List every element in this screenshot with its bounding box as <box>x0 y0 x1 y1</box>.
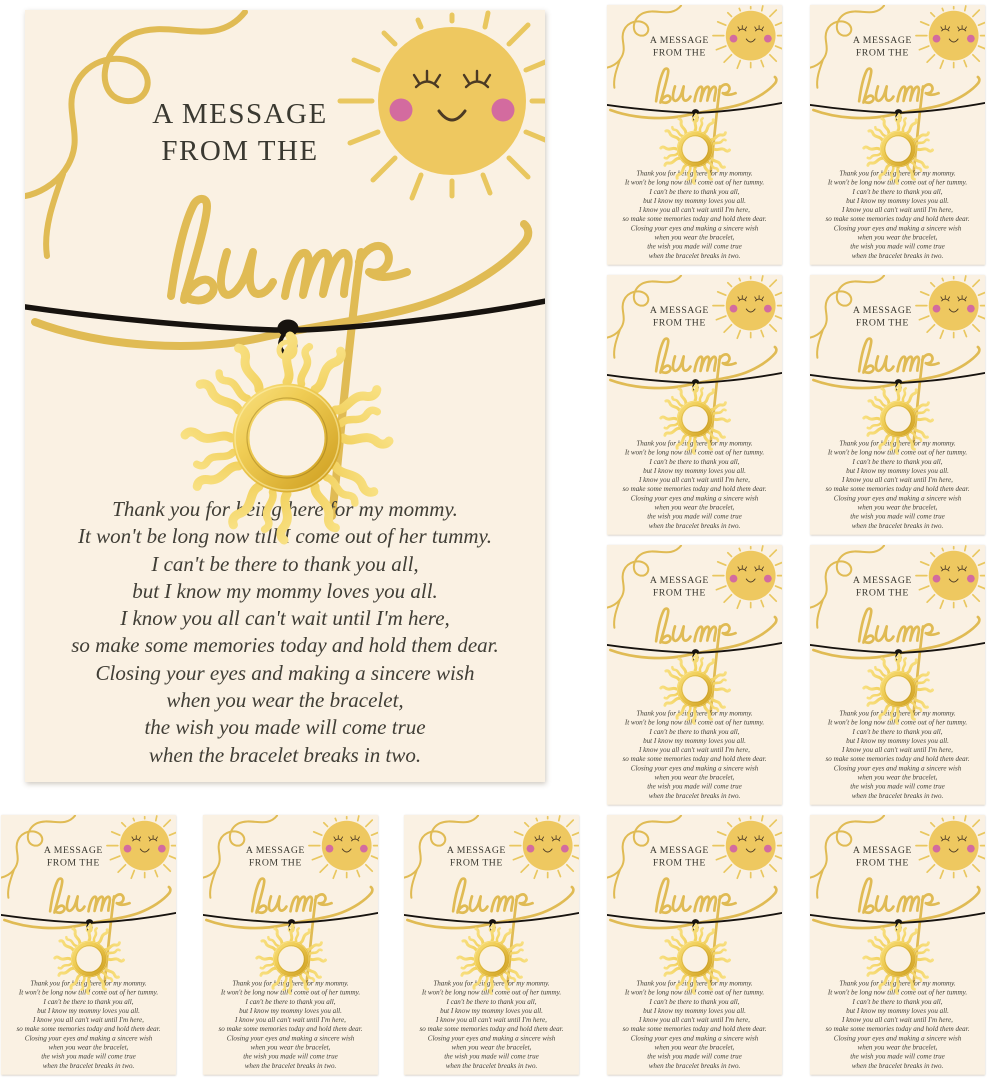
card-title-line1: A MESSAGE <box>649 304 709 316</box>
poem-line: so make some memories today and hold them dear. <box>71 633 499 658</box>
poem-line: when the bracelet breaks in two. <box>648 251 741 260</box>
poem-line: It won't be long now till I come out of her tummy. <box>827 988 968 997</box>
poem-line: Thank you for being here for my mommy. <box>112 497 458 521</box>
poem-line: Closing your eyes and making a sincere wish <box>630 223 759 233</box>
poem-line: It won't be long now till I come out of her tummy. <box>421 988 562 997</box>
card-title-line1: A MESSAGE <box>649 34 709 46</box>
message-card <box>607 815 782 1075</box>
poem-line: but I know my mommy loves you all. <box>643 196 746 205</box>
poem-line: It won't be long now till I come out of her tummy. <box>18 988 159 997</box>
poem-line: I can't be there to thank you all, <box>649 727 740 736</box>
poem-line: but I know my mommy loves you all. <box>643 736 746 745</box>
poem-line: but I know my mommy loves you all. <box>132 578 438 603</box>
thumbnail-card <box>607 275 782 535</box>
poem-line: It won't be long now till I come out of her tummy. <box>827 718 968 727</box>
thumbnail-card <box>404 815 579 1075</box>
message-card <box>404 815 579 1075</box>
poem-line: Thank you for being here for my mommy. <box>636 708 753 717</box>
message-card <box>810 815 985 1075</box>
card-title-line2: FROM THE <box>46 857 100 868</box>
poem-line: I can't be there to thank you all, <box>852 187 943 196</box>
poem-line: I know you all can't wait until I'm here, <box>842 745 953 754</box>
poem-line: but I know my mommy loves you all. <box>37 1006 140 1015</box>
poem-line: so make some memories today and hold them dear. <box>825 214 970 223</box>
sun-charm-icon <box>177 328 397 548</box>
poem-line: the wish you made will come true <box>647 512 742 521</box>
poem-line: I know you all can't wait until I'm here, <box>33 1015 144 1024</box>
poem-line: I can't be there to thank you all, <box>245 997 336 1006</box>
thumbnail-card <box>607 815 782 1075</box>
poem-line: the wish you made will come true <box>647 242 742 251</box>
card-title-line1: A MESSAGE <box>649 574 709 586</box>
card-title-line1: A MESSAGE <box>446 844 506 856</box>
poem-line: I know you all can't wait until I'm here, <box>639 205 750 214</box>
poem-line: Thank you for being here for my mommy. <box>839 978 956 987</box>
poem-line: the wish you made will come true <box>850 782 945 791</box>
poem-line: so make some memories today and hold them dear. <box>218 1024 363 1033</box>
message-card <box>607 275 782 535</box>
poem-line: so make some memories today and hold them dear. <box>419 1024 564 1033</box>
sun-charm-icon <box>861 922 935 996</box>
poem-line: when you wear the bracelet, <box>857 773 938 782</box>
poem-line: when the bracelet breaks in two. <box>851 791 944 800</box>
poem-line: It won't be long now till I come out of her tummy. <box>624 448 765 457</box>
sun-charm-icon <box>658 652 732 726</box>
poem-line: Closing your eyes and making a sincere wish <box>24 1033 153 1043</box>
poem-line: so make some memories today and hold them dear. <box>622 484 767 493</box>
poem-line: I know you all can't wait until I'm here, <box>842 1015 953 1024</box>
poem-line: but I know my mommy loves you all. <box>846 196 949 205</box>
poem-line: so make some memories today and hold them dear. <box>622 214 767 223</box>
poem-line: when the bracelet breaks in two. <box>445 1061 538 1070</box>
poem-line: when the bracelet breaks in two. <box>148 742 422 767</box>
card-title-line1: A MESSAGE <box>852 844 912 856</box>
poem-line: I can't be there to thank you all, <box>649 997 740 1006</box>
poem-line: when you wear the bracelet, <box>654 503 735 512</box>
poem-line: It won't be long now till I come out of her tummy. <box>827 178 968 187</box>
message-card <box>810 5 985 265</box>
poem-line: Closing your eyes and making a sincere wish <box>427 1033 556 1043</box>
poem-line: so make some memories today and hold them dear. <box>825 1024 970 1033</box>
message-card <box>203 815 378 1075</box>
sun-charm-icon <box>52 922 126 996</box>
poem-line: when you wear the bracelet, <box>48 1043 129 1052</box>
poem-line: Closing your eyes and making a sincere wish <box>833 763 962 773</box>
poem-line: Closing your eyes and making a sincere wish <box>630 763 759 773</box>
poem-line: but I know my mommy loves you all. <box>846 466 949 475</box>
poem-line: the wish you made will come true <box>647 782 742 791</box>
card-title-line1: A MESSAGE <box>245 844 305 856</box>
thumbnail-card <box>1 815 176 1075</box>
message-card <box>607 5 782 265</box>
poem-line: I know you all can't wait until I'm here, <box>235 1015 346 1024</box>
poem-line: I know you all can't wait until I'm here, <box>639 475 750 484</box>
poem-line: It won't be long now till I come out of her tummy. <box>624 988 765 997</box>
thumbnail-card <box>203 815 378 1075</box>
poem-line: when the bracelet breaks in two. <box>648 1061 741 1070</box>
poem-line: but I know my mommy loves you all. <box>846 736 949 745</box>
card-title-line1: A MESSAGE <box>852 34 912 46</box>
poem-line: It won't be long now till I come out of her tummy. <box>78 524 492 549</box>
poem-line: I can't be there to thank you all, <box>151 551 419 576</box>
poem-line: Thank you for being here for my mommy. <box>636 978 753 987</box>
poem-line: Closing your eyes and making a sincere wish <box>833 1033 962 1043</box>
card-title-line2: FROM THE <box>652 47 706 58</box>
poem-line: so make some memories today and hold them dear. <box>825 484 970 493</box>
poem-line: so make some memories today and hold them dear. <box>622 1024 767 1033</box>
poem-line: but I know my mommy loves you all. <box>643 1006 746 1015</box>
message-card <box>1 815 176 1075</box>
poem-line: Thank you for being here for my mommy. <box>839 438 956 447</box>
thumbnail-card <box>607 5 782 265</box>
poem-line: the wish you made will come true <box>850 242 945 251</box>
poem-line: I can't be there to thank you all, <box>649 457 740 466</box>
poem-line: I know you all can't wait until I'm here, <box>639 745 750 754</box>
sun-charm-icon <box>861 112 935 186</box>
poem-line: the wish you made will come true <box>850 1052 945 1061</box>
poem-line: the wish you made will come true <box>144 715 426 740</box>
poem-line: when the bracelet breaks in two. <box>648 791 741 800</box>
card-title-line2: FROM THE <box>652 857 706 868</box>
main-card <box>25 10 545 782</box>
poem-line: when the bracelet breaks in two. <box>42 1061 135 1070</box>
thumbnail-card <box>810 545 985 805</box>
poem-line: Thank you for being here for my mommy. <box>232 978 349 987</box>
poem-line: I can't be there to thank you all, <box>852 457 943 466</box>
poem-line: but I know my mommy loves you all. <box>239 1006 342 1015</box>
thumbnail-card <box>810 815 985 1075</box>
poem-line: when you wear the bracelet, <box>451 1043 532 1052</box>
poem-line: when you wear the bracelet, <box>654 1043 735 1052</box>
sun-charm-icon <box>254 922 328 996</box>
poem-line: Closing your eyes and making a sincere wish <box>95 660 475 685</box>
poem-line: It won't be long now till I come out of her tummy. <box>624 718 765 727</box>
sun-charm-icon <box>658 112 732 186</box>
card-title <box>80 96 400 170</box>
poem-line: Thank you for being here for my mommy. <box>636 438 753 447</box>
poem-line: when you wear the bracelet, <box>654 233 735 242</box>
poem-line: when you wear the bracelet, <box>857 1043 938 1052</box>
poem-line: Closing your eyes and making a sincere wish <box>630 1033 759 1043</box>
message-card <box>810 545 985 805</box>
poem-line: so make some memories today and hold them dear. <box>622 754 767 763</box>
poem-line: It won't be long now till I come out of her tummy. <box>827 448 968 457</box>
poem-line: I can't be there to thank you all, <box>852 997 943 1006</box>
poem-line: I know you all can't wait until I'm here, <box>842 205 953 214</box>
sun-charm-icon <box>861 382 935 456</box>
card-title-line2: FROM THE <box>652 317 706 328</box>
poem-line: Thank you for being here for my mommy. <box>839 168 956 177</box>
poem-line: when the bracelet breaks in two. <box>851 1061 944 1070</box>
thumbnail-card <box>810 5 985 265</box>
card-title-line2: FROM THE <box>248 857 302 868</box>
card-title-line2: FROM THE <box>449 857 503 868</box>
poem-line: the wish you made will come true <box>243 1052 338 1061</box>
card-title-line2: FROM THE <box>855 47 909 58</box>
poem-line: when you wear the bracelet, <box>857 233 938 242</box>
sun-charm-icon <box>455 922 529 996</box>
poem-line: I know you all can't wait until I'm here, <box>120 606 450 631</box>
poem-line: the wish you made will come true <box>41 1052 136 1061</box>
poem-line: Closing your eyes and making a sincere wish <box>226 1033 355 1043</box>
card-title-line2: FROM THE <box>855 587 909 598</box>
poem-line: Thank you for being here for my mommy. <box>636 168 753 177</box>
message-card <box>607 545 782 805</box>
message-card <box>810 275 985 535</box>
poem-line: when the bracelet breaks in two. <box>851 251 944 260</box>
poem-line: but I know my mommy loves you all. <box>846 1006 949 1015</box>
card-title-line2: FROM THE <box>652 587 706 598</box>
poem-line: I can't be there to thank you all, <box>43 997 134 1006</box>
poem-line: I can't be there to thank you all, <box>446 997 537 1006</box>
poem-line: I can't be there to thank you all, <box>649 187 740 196</box>
poem-line: but I know my mommy loves you all. <box>440 1006 543 1015</box>
poem-line: I know you all can't wait until I'm here, <box>639 1015 750 1024</box>
poem-line: It won't be long now till I come out of her tummy. <box>624 178 765 187</box>
poem-line: when you wear the bracelet, <box>166 688 404 713</box>
message-card <box>25 10 545 782</box>
poem-line: Closing your eyes and making a sincere wish <box>630 493 759 503</box>
poem-line: I know you all can't wait until I'm here, <box>436 1015 547 1024</box>
card-title-line2: FROM THE <box>161 135 319 167</box>
poem-line: so make some memories today and hold them dear. <box>825 754 970 763</box>
poem-line: Thank you for being here for my mommy. <box>839 708 956 717</box>
poem-line: when you wear the bracelet, <box>250 1043 331 1052</box>
poem-line: the wish you made will come true <box>647 1052 742 1061</box>
sun-charm-icon <box>658 382 732 456</box>
poem-line: when the bracelet breaks in two. <box>244 1061 337 1070</box>
sun-charm-icon <box>861 652 935 726</box>
poem-line: so make some memories today and hold them dear. <box>16 1024 161 1033</box>
poem-line: I can't be there to thank you all, <box>852 727 943 736</box>
poem-line: It won't be long now till I come out of her tummy. <box>220 988 361 997</box>
poem-line: Closing your eyes and making a sincere wish <box>833 493 962 503</box>
sun-charm-icon <box>658 922 732 996</box>
poem-line: when you wear the bracelet, <box>654 773 735 782</box>
card-title-line1: A MESSAGE <box>852 304 912 316</box>
card-title-line1: A MESSAGE <box>649 844 709 856</box>
card-title-line1: A MESSAGE <box>852 574 912 586</box>
poem-line: when you wear the bracelet, <box>857 503 938 512</box>
poem-line: Thank you for being here for my mommy. <box>433 978 550 987</box>
poem-line: the wish you made will come true <box>850 512 945 521</box>
thumbnail-card <box>607 545 782 805</box>
card-title-line2: FROM THE <box>855 317 909 328</box>
poem-line: the wish you made will come true <box>444 1052 539 1061</box>
card-title-line2: FROM THE <box>855 857 909 868</box>
poem-line: I know you all can't wait until I'm here, <box>842 475 953 484</box>
poem-line: when the bracelet breaks in two. <box>851 521 944 530</box>
card-title-line1: A MESSAGE <box>152 98 328 130</box>
poem-line: Closing your eyes and making a sincere wish <box>833 223 962 233</box>
poem-line: Thank you for being here for my mommy. <box>30 978 147 987</box>
poem-line: but I know my mommy loves you all. <box>643 466 746 475</box>
card-title-line1: A MESSAGE <box>43 844 103 856</box>
poem-line: when the bracelet breaks in two. <box>648 521 741 530</box>
thumbnail-card <box>810 275 985 535</box>
